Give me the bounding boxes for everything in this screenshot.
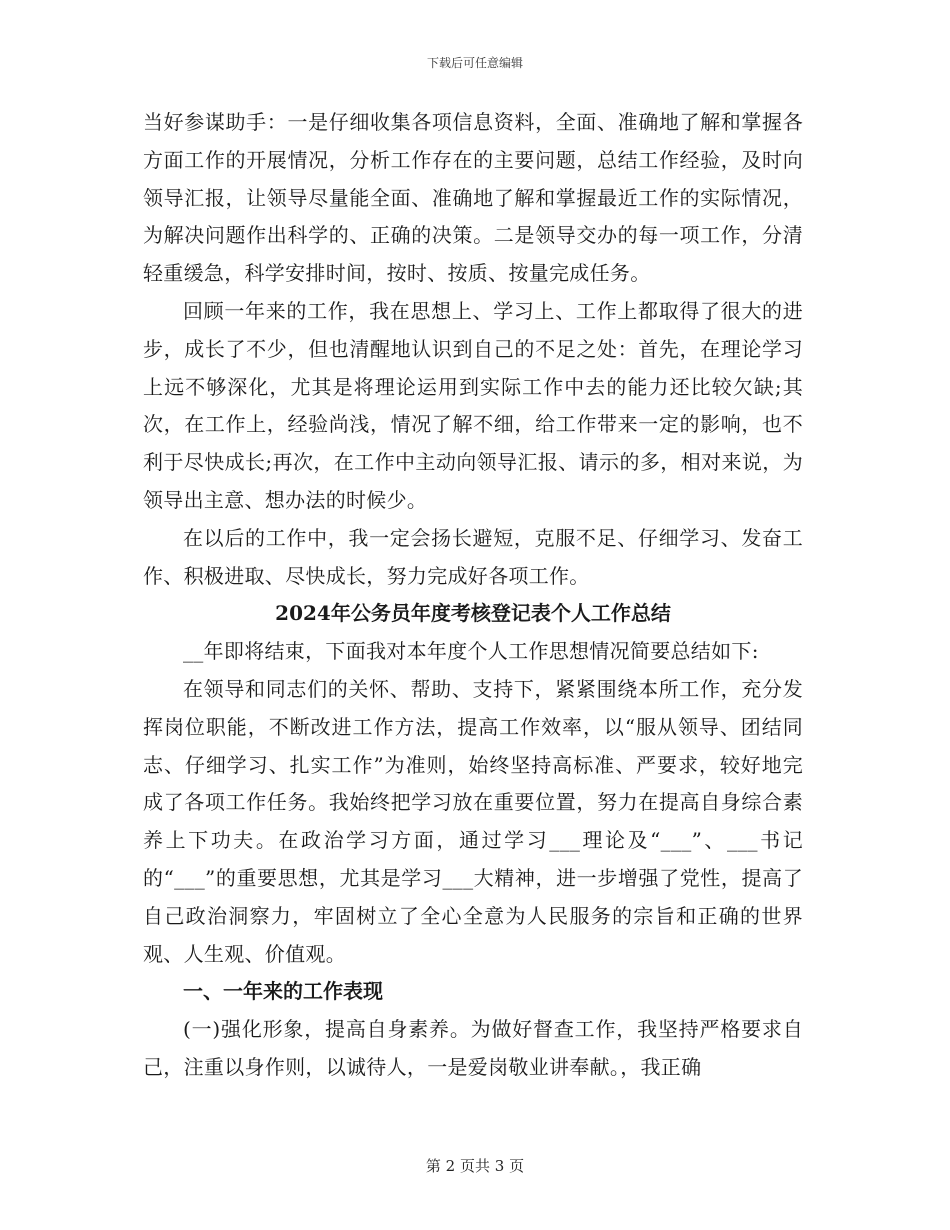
- paragraph: 回顾一年来的工作，我在思想上、学习上、工作上都取得了很大的进步，成长了不少，但也清醒地认识到自己的不足之处：首先，在理论学习上远不够深化，尤其是将理论运用到实际工作中去的能力还比较欠缺;其次，在工作上，经验尚浅，情况了解不细，给工作带来一定的影响，也不利于尽快成长;再次，在工作中主动向领导汇报、请示的多，相对来说，为领导出主意、想办法的时候少。: [143, 298, 803, 512]
- page-number: 第 2 页共 3 页: [425, 1157, 525, 1175]
- subheading: 一、一年来的工作表现: [183, 979, 383, 1004]
- paragraph: 在领导和同志们的关怀、帮助、支持下，紧紧围绕本所工作，充分发挥岗位职能，不断改进工作方法，提高工作效率，以“服从领导、团结同志、仔细学习、扎实工作”为准则，始终坚持高标准、严要求，较好地完成了各项工作任务。我始终把学习放在重要位置，努力在提高自身综合素养上下功夫。在政治学习方面，通过学习___理论及“___”、___书记的“___”的重要思想，尤其是学习___大精神，进一步增强了党性，提高了自己政治洞察力，牢固树立了全心全意为人民服务的宗旨和正确的世界观、人生观、价值观。: [143, 676, 803, 966]
- paragraph: __年即将结束，下面我对本年度个人工作思想情况简要总结如下:: [183, 639, 759, 664]
- document-body: [143, 104, 803, 1087]
- paragraph: (一)强化形象，提高自身素养。为做好督查工作，我坚持严格要求自己，注重以身作则，以诚待人，一是爱岗敬业讲奉献。，我正确: [143, 1017, 803, 1079]
- paragraph: 在以后的工作中，我一定会扬长避短，克服不足、仔细学习、发奋工作、积极进取、尽快成长，努力完成好各项工作。: [143, 525, 803, 588]
- paragraph: 当好参谋助手：一是仔细收集各项信息资料，全面、准确地了解和掌握各方面工作的开展情况，分析工作存在的主要问题，总结工作经验，及时向领导汇报，让领导尽量能全面、准确地了解和掌握最近工作的实际情况，为解决问题作出科学的、正确的决策。二是领导交办的每一项工作，分清轻重缓急，科学安排时间，按时、按质、按量完成任务。: [143, 110, 803, 286]
- page-header: 下载后可任意编辑: [426, 56, 523, 70]
- section-title: 2024年公务员年度考核登记表个人工作总结: [275, 601, 671, 626]
